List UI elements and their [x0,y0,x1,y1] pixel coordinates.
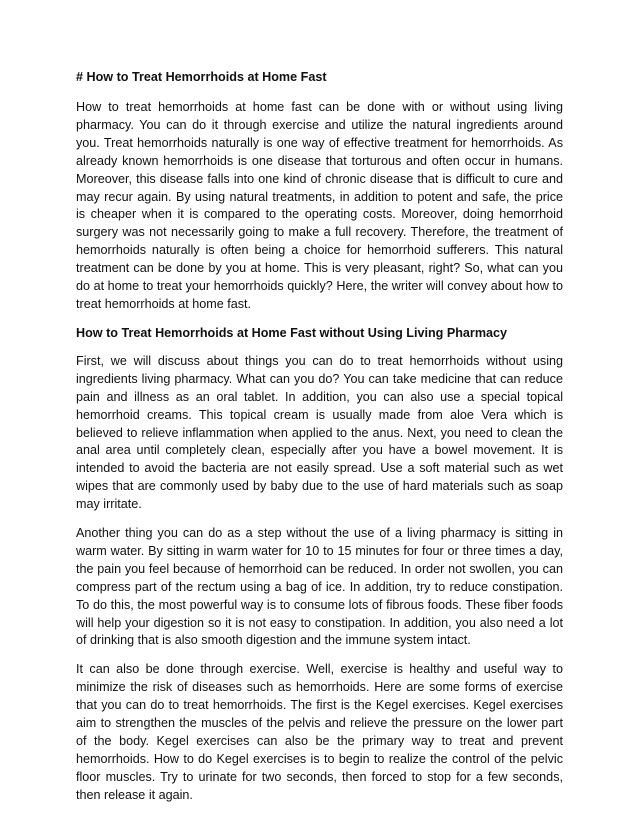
body-paragraph-3: It can also be done through exercise. Well, exercise is healthy and useful way to minimize the risk of diseases such as hemorrhoids. Here are some forms of exercise that you can do to treat hemorrhoids. The first is the Kegel exercises. Kegel exercises aim to strengthen the muscles of the pelvis and relieve the pressure on the lower part of the body. Kegel exercises can also be the primary way to treat and prevent hemorrhoids. How to do Kegel exercises is to begin to realize the control of the pelvic floor muscles. Try to urinate for two seconds, then forced to stop for a few seconds, then release it again. [76,662,563,802]
body-paragraph-2: Another thing you can do as a step without the use of a living pharmacy is sitting in warm water. By sitting in warm water for 10 to 15 minutes for four or three times a day, the pain you feel because of hemorrhoid can be reduced. In order not swollen, you can compress part of the rectum using a bag of ice. In addition, try to reduce constipation. To do this, the most powerful way is to consume lots of fibrous foods. These fiber foods will help your digestion so it is not easy to constipation. In addition, you also need a lot of drinking that is also smooth digestion and the immune system intact. [76,526,563,648]
page-title: # How to Treat Hemorrhoids at Home Fast [76,70,327,84]
body-paragraph-1: First, we will discuss about things you can do to treat hemorrhoids without using ingredients living pharmacy. What can you do? You can take medicine that can reduce pain and illness as an oral tablet. In addition, you can also use a special topical hemorrhoid creams. This topical cream is usually made from aloe Vera which is believed to relieve inflammation when applied to the anus. Next, you need to clean the anal area until completely clean, especially after you have a bowel movement. It is intended to avoid the bacteria are not easily spread. Use a soft material such as wet wipes that are commonly used by baby due to the use of hard materials such as soap may irritate. [76,353,563,512]
intro-paragraph: How to treat hemorrhoids at home fast can be done with or without using living pharmacy. You can do it through exercise and utilize the natural ingredients around you. Treat hemorrhoids naturally is one way of effective treatment for hemorrhoids. As already known hemorrhoids is one disease that torturous and often occur in humans. Moreover, this disease falls into one kind of chronic disease that is difficult to cure and may recur again. By using natural treatments, in addition to potent and safe, the price is cheaper when it is compared to the operating costs. Moreover, doing hemorrhoid surgery was not necessarily going to make a full recovery. Therefore, the treatment of hemorrhoids naturally is often being a choice for hemorrhoid sufferers. This natural treatment can be done by you at home. This is very pleasant, right? So, what can you do at home to treat your hemorrhoids quickly? Here, the writer will convey about how to treat hemorrhoids at home fast. [76,100,563,311]
section-heading: How to Treat Hemorrhoids at Home Fast without Using Living Pharmacy [76,325,508,340]
document-page [76,69,563,816]
